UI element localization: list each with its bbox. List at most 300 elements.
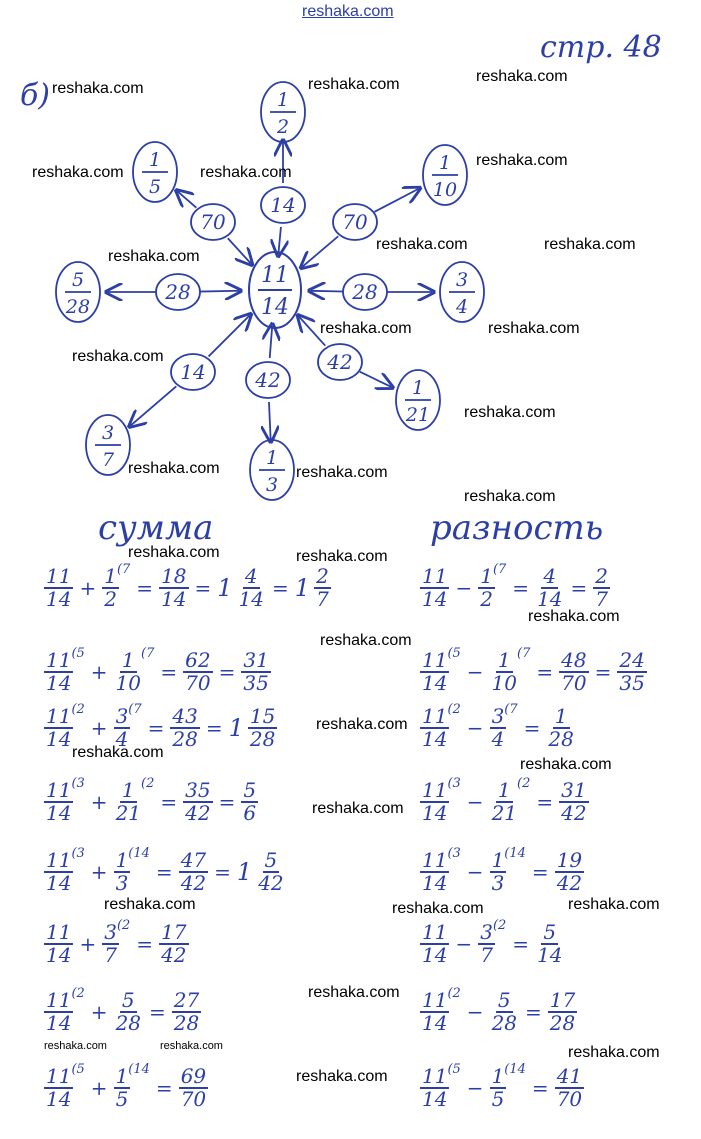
extra-multiplier: (2 <box>141 776 155 791</box>
simplified-fraction <box>248 706 277 750</box>
arrow-to-result <box>375 189 419 212</box>
result-fraction <box>555 1066 584 1110</box>
watermark: reshaka.com <box>308 76 400 93</box>
result-fraction <box>555 850 584 894</box>
equals-sign: = <box>218 660 236 684</box>
operand-b <box>490 780 519 824</box>
numerator: 3 <box>491 704 505 728</box>
denominator: 14 <box>422 727 448 751</box>
operand-a <box>420 850 449 894</box>
denominator: 70 <box>561 671 587 695</box>
minus-sign: − <box>455 932 473 956</box>
denominator: 10 <box>491 671 518 695</box>
numerator: 3 <box>115 704 129 728</box>
numerator: 1 <box>115 848 129 872</box>
result-den: 28 <box>65 296 91 318</box>
multiplier-value: 70 <box>342 210 368 234</box>
denominator: 7 <box>480 943 493 967</box>
numerator: 4 <box>244 564 258 588</box>
extra-multiplier: (7 <box>492 562 507 577</box>
arrow-to-center <box>200 291 239 292</box>
extra-multiplier: (7 <box>116 562 131 577</box>
operand-a <box>420 706 449 750</box>
equals-sign: = <box>160 790 178 814</box>
result-fraction <box>535 566 564 610</box>
equals-sign: = <box>272 576 289 600</box>
numerator: 1 <box>497 778 511 802</box>
numerator: 1 <box>491 1064 505 1088</box>
equals-sign: = <box>523 716 541 740</box>
denominator: 28 <box>548 727 574 751</box>
center-num: 11 <box>261 263 289 288</box>
watermark: reshaka.com <box>52 80 144 97</box>
multiplier-value: 70 <box>200 210 226 234</box>
operand-a <box>44 706 73 750</box>
extra-multiplier: (2 <box>447 986 461 1001</box>
equals-sign: = <box>531 860 549 884</box>
denominator: 42 <box>556 871 583 895</box>
arrow-to-result <box>178 192 197 208</box>
whole-part: 1 <box>294 574 311 602</box>
result-fraction <box>559 650 588 694</box>
result-fraction <box>183 780 212 824</box>
result-fraction <box>159 922 188 966</box>
numerator: 11 <box>422 648 448 672</box>
numerator: 17 <box>549 988 576 1012</box>
equals-sign: = <box>160 660 178 684</box>
denominator: 21 <box>491 801 518 825</box>
denominator: 14 <box>46 943 72 967</box>
denominator: 14 <box>46 801 72 825</box>
sum-title: сумма <box>98 508 214 548</box>
multiplier-value: 28 <box>352 280 378 304</box>
plus-sign: + <box>90 1076 108 1100</box>
equals-sign: = <box>536 790 554 814</box>
numerator: 4 <box>543 564 557 588</box>
denominator: 14 <box>537 587 563 611</box>
denominator: 28 <box>549 1011 576 1035</box>
numerator: 41 <box>556 1064 583 1088</box>
watermark: reshaka.com <box>488 320 580 337</box>
denominator: 5 <box>491 1087 505 1111</box>
watermark: reshaka.com <box>568 1044 660 1061</box>
center-den: 14 <box>261 295 289 320</box>
watermark: reshaka.com <box>296 1068 388 1085</box>
equation-row <box>44 646 271 695</box>
numerator: 11 <box>46 704 72 728</box>
denominator: 35 <box>243 671 269 695</box>
equation-row <box>420 702 576 751</box>
arrow-to-center <box>311 291 343 292</box>
equals-sign: = <box>155 860 173 884</box>
watermark: reshaka.com <box>312 800 404 817</box>
denominator: 3 <box>115 871 129 895</box>
watermark: reshaka.com <box>476 152 568 169</box>
denominator: 14 <box>422 871 448 895</box>
operand-b <box>114 990 143 1034</box>
minus-sign: − <box>466 660 484 684</box>
plus-sign: + <box>90 860 108 884</box>
numerator: 1 <box>554 704 568 728</box>
denominator: 14 <box>422 1087 448 1111</box>
operand-a <box>44 780 73 824</box>
arrow-to-center <box>302 236 338 266</box>
equation-row <box>420 646 647 695</box>
watermark: reshaka.com <box>160 1040 223 1052</box>
arrow-to-center <box>209 315 250 356</box>
result-den: 3 <box>265 474 279 496</box>
equals-sign: = <box>512 576 530 600</box>
multiplier-value: 14 <box>270 193 296 217</box>
watermark: reshaka.com <box>72 744 164 761</box>
numerator: 47 <box>180 848 207 872</box>
extra-multiplier: (2 <box>517 776 531 791</box>
equation-row <box>420 562 610 611</box>
simplified-fraction <box>256 850 285 894</box>
result-num: 1 <box>276 89 290 111</box>
denominator: 3 <box>491 871 505 895</box>
denominator: 28 <box>115 1011 142 1035</box>
equals-sign: = <box>136 932 154 956</box>
numerator: 43 <box>172 704 198 728</box>
spoke-6 <box>86 315 250 475</box>
plus-sign: + <box>90 660 108 684</box>
arrow-to-center <box>278 227 281 254</box>
extra-multiplier: (5 <box>71 646 85 661</box>
extra-multiplier: (14 <box>128 846 150 861</box>
numerator: 31 <box>243 648 269 672</box>
operand-a <box>420 990 449 1034</box>
numerator: 2 <box>316 564 329 588</box>
result-den: 5 <box>148 176 162 198</box>
denominator: 14 <box>161 587 187 611</box>
equation-row <box>44 776 258 825</box>
arrow-to-result <box>131 386 177 425</box>
operand-a <box>44 1066 73 1110</box>
whole-part: 1 <box>236 858 253 886</box>
watermark: reshaka.com <box>104 896 196 913</box>
result-num: 1 <box>148 149 162 171</box>
equation-row <box>44 986 201 1035</box>
simplified-fraction <box>237 566 266 610</box>
numerator: 5 <box>264 848 278 872</box>
denominator: 28 <box>491 1011 518 1035</box>
denominator: 2 <box>104 587 117 611</box>
multiplier-value: 28 <box>165 280 191 304</box>
numerator: 19 <box>556 848 583 872</box>
whole-part: 1 <box>228 714 244 742</box>
numerator: 15 <box>249 704 276 728</box>
result-den: 7 <box>101 449 115 471</box>
spoke-5 <box>246 326 294 500</box>
numerator: 11 <box>46 988 72 1012</box>
watermark: reshaka.com <box>320 320 412 337</box>
watermark: reshaka.com <box>464 488 556 505</box>
denominator: 14 <box>46 587 72 611</box>
spoke-7 <box>56 262 239 322</box>
denominator: 14 <box>238 587 265 611</box>
minus-sign: − <box>466 790 484 814</box>
numerator: 3 <box>104 920 117 944</box>
numerator: 11 <box>422 778 448 802</box>
watermark: reshaka.com <box>44 1040 107 1052</box>
result-den: 10 <box>432 179 458 201</box>
equation-row <box>420 986 577 1035</box>
numerator: 17 <box>161 920 187 944</box>
numerator: 11 <box>46 648 72 672</box>
equation-row <box>420 918 565 967</box>
plus-sign: + <box>79 576 97 600</box>
operand-b <box>114 780 143 824</box>
numerator: 11 <box>422 704 448 728</box>
extra-multiplier: (14 <box>504 846 526 861</box>
operand-a <box>44 650 73 694</box>
equation-row <box>420 846 584 895</box>
result-num: 1 <box>438 152 452 174</box>
watermark: reshaka.com <box>108 248 200 265</box>
minus-sign: − <box>455 576 473 600</box>
multiplier-value: 42 <box>255 368 281 392</box>
operand-b <box>490 650 519 694</box>
denominator: 42 <box>561 801 587 825</box>
simplified-fraction <box>241 780 258 824</box>
numerator: 11 <box>422 1064 448 1088</box>
numerator: 24 <box>619 648 645 672</box>
watermark: reshaka.com <box>72 348 164 365</box>
arrow-to-result <box>269 402 271 440</box>
numerator: 5 <box>543 920 557 944</box>
spoke-3 <box>311 262 484 322</box>
numerator: 11 <box>422 564 448 588</box>
equals-sign: = <box>214 860 231 884</box>
result-fraction <box>159 566 188 610</box>
operand-a <box>44 990 73 1034</box>
denominator: 28 <box>172 727 198 751</box>
plus-sign: + <box>79 932 97 956</box>
extra-multiplier: (14 <box>504 1062 526 1077</box>
whole-part: 1 <box>217 574 233 602</box>
numerator: 11 <box>46 564 72 588</box>
operand-a <box>420 566 449 610</box>
extra-multiplier: (5 <box>71 1062 85 1077</box>
watermark: reshaka.com <box>308 984 400 1001</box>
page-label: стр. 48 <box>540 30 662 65</box>
equals-sign: = <box>155 1076 173 1100</box>
equals-sign: = <box>536 660 554 684</box>
operand-a <box>420 780 449 824</box>
numerator: 35 <box>185 778 211 802</box>
result-fraction <box>170 706 199 750</box>
extra-multiplier: (3 <box>447 776 461 791</box>
numerator: 11 <box>422 920 448 944</box>
watermark: reshaka.com <box>568 896 660 913</box>
equals-sign: = <box>525 1000 542 1024</box>
operand-a <box>44 566 73 610</box>
plus-sign: + <box>90 1000 108 1024</box>
arrow-to-center <box>228 238 251 263</box>
operand-a <box>420 650 449 694</box>
denominator: 70 <box>185 671 211 695</box>
denominator: 14 <box>422 801 448 825</box>
watermark: reshaka.com <box>128 460 220 477</box>
result-fraction <box>183 650 212 694</box>
plus-sign: + <box>90 716 108 740</box>
equation-row <box>44 918 189 967</box>
extra-multiplier: (3 <box>71 776 85 791</box>
arrow-to-result <box>360 372 391 387</box>
numerator: 1 <box>115 1064 129 1088</box>
equation-row <box>420 776 589 825</box>
denominator: 28 <box>249 727 276 751</box>
denominator: 70 <box>556 1087 583 1111</box>
extra-multiplier: (3 <box>71 846 85 861</box>
multiplier-value: 42 <box>327 350 353 374</box>
numerator: 1 <box>121 778 135 802</box>
operand-a <box>420 1066 449 1110</box>
diff-title: разность <box>430 508 604 548</box>
denominator: 14 <box>422 671 448 695</box>
denominator: 42 <box>180 871 207 895</box>
numerator: 11 <box>422 988 448 1012</box>
numerator: 5 <box>497 988 511 1012</box>
result-fraction <box>535 922 564 966</box>
minus-sign: − <box>466 1000 484 1024</box>
numerator: 1 <box>121 648 135 672</box>
numerator: 5 <box>243 778 257 802</box>
equation-row <box>44 1062 208 1111</box>
operand-b <box>114 650 143 694</box>
denominator: 14 <box>46 1087 72 1111</box>
denominator: 4 <box>115 727 129 751</box>
part-label: б) <box>20 78 51 113</box>
numerator: 3 <box>480 920 493 944</box>
denominator: 35 <box>619 671 645 695</box>
equals-sign: = <box>531 1076 549 1100</box>
watermark: reshaka.com <box>528 608 620 625</box>
denominator: 70 <box>180 1087 207 1111</box>
denominator: 6 <box>243 801 257 825</box>
denominator: 14 <box>46 671 72 695</box>
denominator: 7 <box>104 943 117 967</box>
operand-a <box>44 850 73 894</box>
equals-sign: = <box>570 576 588 600</box>
result-den: 2 <box>276 116 290 138</box>
denominator: 14 <box>422 943 448 967</box>
watermark: reshaka.com <box>520 756 612 773</box>
watermark: reshaka.com <box>464 404 556 421</box>
numerator: 11 <box>46 778 72 802</box>
equation-row <box>44 562 331 611</box>
numerator: 1 <box>491 848 505 872</box>
extra-multiplier: (5 <box>447 1062 461 1077</box>
result-fraction <box>548 990 577 1034</box>
equals-sign: = <box>205 716 223 740</box>
watermark: reshaka.com <box>128 544 220 561</box>
denominator: 42 <box>161 943 187 967</box>
watermark: reshaka.com <box>544 236 636 253</box>
equals-sign: = <box>594 660 612 684</box>
spoke-8 <box>133 142 251 263</box>
arrow-to-center <box>270 326 273 358</box>
result-num: 1 <box>411 377 425 399</box>
extra-multiplier: (3 <box>447 846 461 861</box>
watermark: reshaka.com <box>476 68 568 85</box>
minus-sign: − <box>466 1076 484 1100</box>
numerator: 11 <box>46 1064 72 1088</box>
denominator: 28 <box>173 1011 200 1035</box>
result-num: 3 <box>101 422 115 444</box>
numerator: 69 <box>180 1064 207 1088</box>
simplified-fraction <box>593 566 610 610</box>
extra-multiplier: (14 <box>128 1062 150 1077</box>
watermark: reshaka.com <box>392 900 484 917</box>
equation-row <box>44 846 286 895</box>
result-fraction <box>172 990 201 1034</box>
extra-multiplier: (2 <box>71 986 85 1001</box>
denominator: 14 <box>537 943 563 967</box>
result-fraction <box>546 706 575 750</box>
numerator: 27 <box>173 988 200 1012</box>
operand-b <box>490 990 519 1034</box>
denominator: 5 <box>115 1087 129 1111</box>
numerator: 11 <box>46 848 72 872</box>
result-num: 1 <box>265 447 279 469</box>
simplified-fraction <box>617 650 646 694</box>
denominator: 14 <box>46 871 72 895</box>
denominator: 14 <box>46 1011 72 1035</box>
equals-sign: = <box>218 790 236 814</box>
denominator: 2 <box>480 587 493 611</box>
result-num: 3 <box>455 269 469 291</box>
result-den: 21 <box>405 404 431 426</box>
watermark: reshaka.com <box>376 236 468 253</box>
denominator: 21 <box>115 801 142 825</box>
denominator: 42 <box>185 801 211 825</box>
denominator: 7 <box>595 587 609 611</box>
denominator: 10 <box>115 671 142 695</box>
equals-sign: = <box>512 932 530 956</box>
numerator: 11 <box>46 920 72 944</box>
result-fraction <box>179 1066 208 1110</box>
plus-sign: + <box>90 790 108 814</box>
numerator: 48 <box>561 648 587 672</box>
denominator: 14 <box>46 727 72 751</box>
extra-multiplier: (2 <box>71 702 85 717</box>
operand-a <box>44 922 73 966</box>
equals-sign: = <box>194 576 212 600</box>
numerator: 11 <box>422 848 448 872</box>
equation-row <box>420 1062 584 1111</box>
denominator: 42 <box>258 871 284 895</box>
denominator: 14 <box>422 587 448 611</box>
numerator: 2 <box>595 564 609 588</box>
result-fraction <box>179 850 208 894</box>
numerator: 18 <box>161 564 187 588</box>
watermark: reshaka.com <box>296 464 388 481</box>
result-num: 5 <box>71 269 85 291</box>
watermark: reshaka.com <box>296 548 388 565</box>
simplified-fraction <box>314 566 331 610</box>
simplified-fraction <box>241 650 270 694</box>
extra-multiplier: (7 <box>141 646 155 661</box>
site-link[interactable]: reshaka.com <box>302 3 394 20</box>
numerator: 5 <box>121 988 135 1012</box>
extra-multiplier: (7 <box>504 702 518 717</box>
denominator: 4 <box>491 727 505 751</box>
extra-multiplier: (7 <box>517 646 531 661</box>
equals-sign: = <box>147 716 165 740</box>
watermark: reshaka.com <box>316 716 408 733</box>
